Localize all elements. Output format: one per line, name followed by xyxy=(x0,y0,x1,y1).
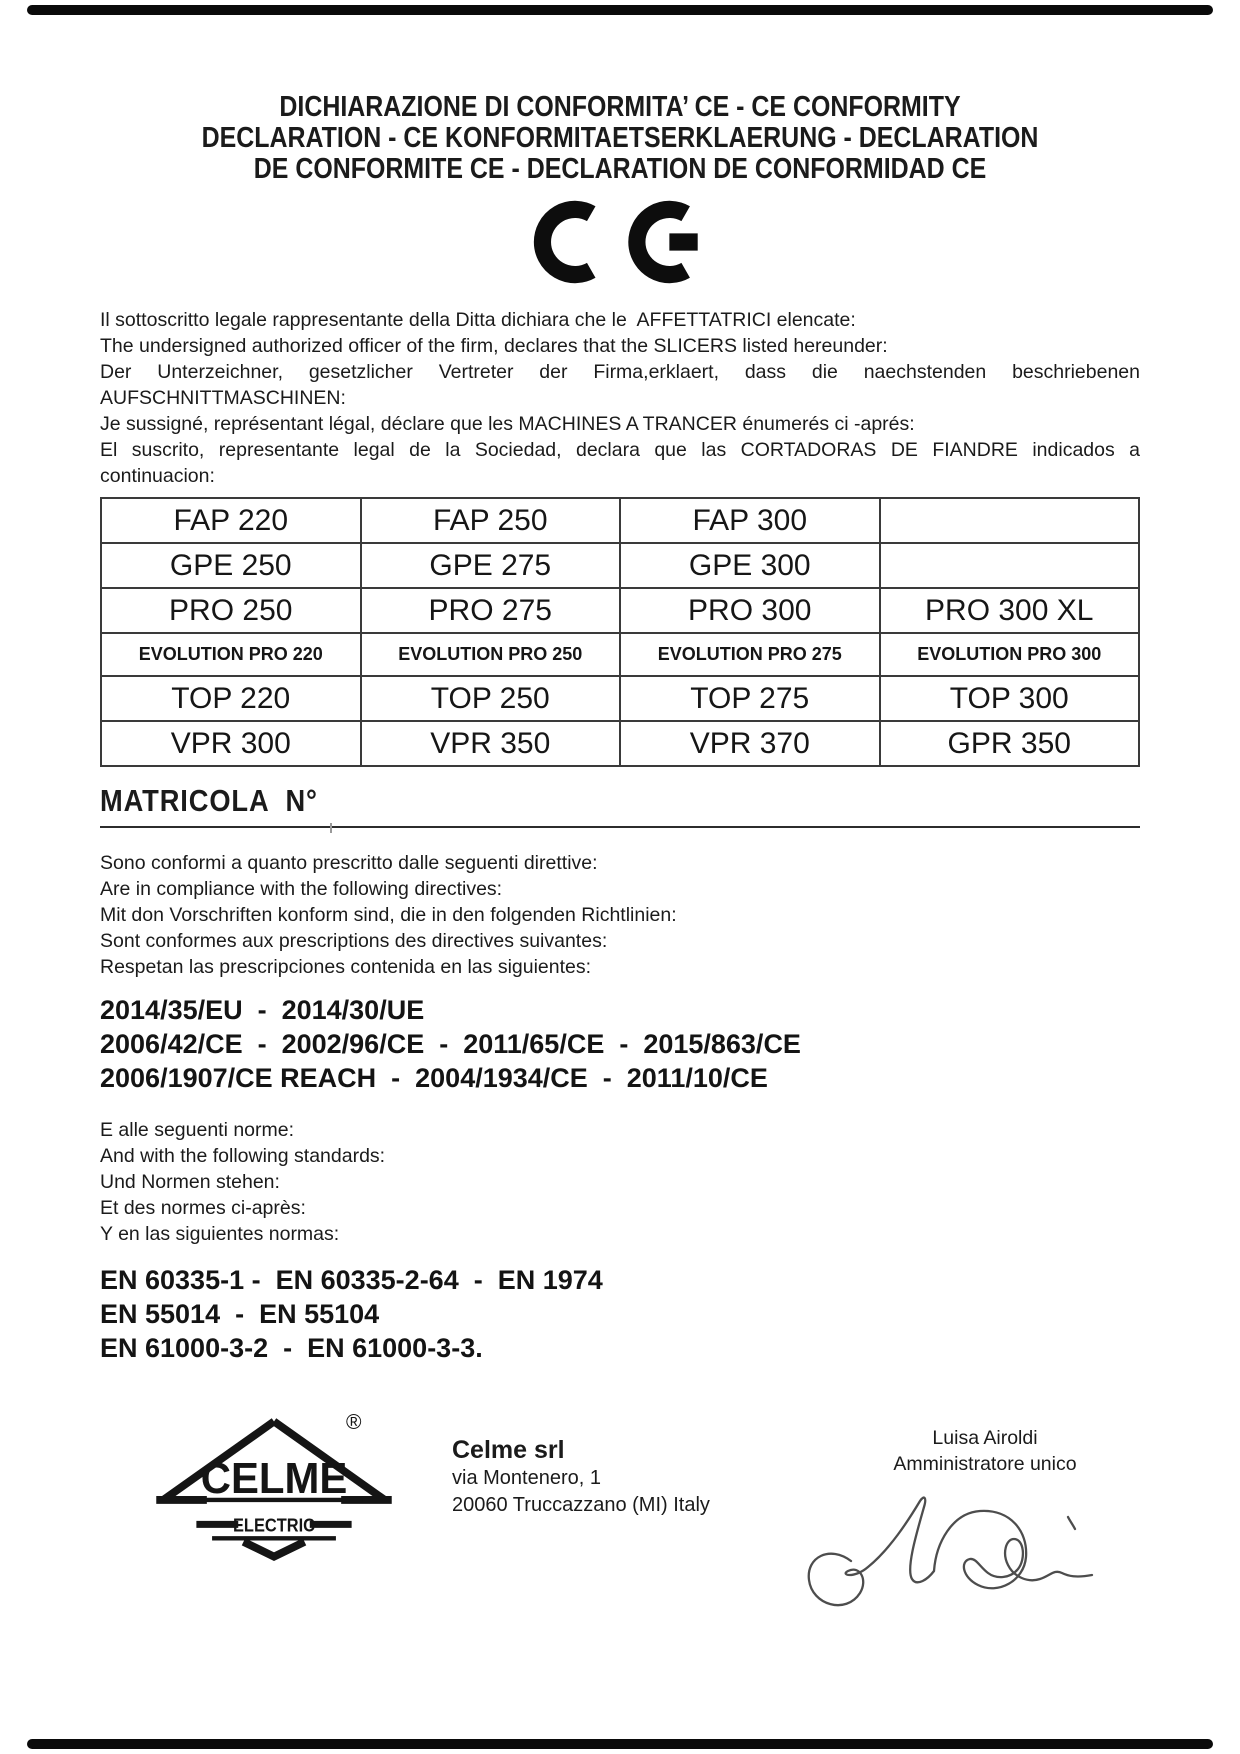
rule-tick xyxy=(330,823,332,833)
signer-name: Luisa Airoldi xyxy=(932,1427,1038,1449)
directive-line: 2014/35/EU - 2014/30/UE xyxy=(100,995,425,1025)
document-title xyxy=(100,0,1140,185)
table-row xyxy=(101,676,1139,721)
model-cell xyxy=(880,543,1140,588)
footer xyxy=(100,1411,1140,1566)
ce-mark xyxy=(100,199,1140,287)
directives-intro-line: Sont conformes aux prescriptions des directives suivantes: xyxy=(100,930,608,952)
models-table xyxy=(100,497,1140,767)
standards-intro-line: Et des normes ci-après: xyxy=(100,1197,306,1219)
company-address-line-1: via Montenero, 1 xyxy=(452,1467,601,1489)
model-cell: EVOLUTION PRO 220 xyxy=(101,633,361,676)
model-cell: GPE 300 xyxy=(620,543,880,588)
table-row xyxy=(101,721,1139,766)
standards-intro-line: E alle seguenti norme: xyxy=(100,1119,295,1141)
standard-line: EN 61000-3-2 - EN 61000-3-3. xyxy=(100,1333,483,1363)
model-cell: VPR 370 xyxy=(620,721,880,766)
table-row xyxy=(101,543,1139,588)
celme-logo-brand-text: CELME xyxy=(200,1454,348,1503)
model-cell: TOP 275 xyxy=(620,676,880,721)
standard-line: EN 60335-1 - EN 60335-2-64 - EN 1974 xyxy=(100,1265,603,1295)
model-cell: PRO 275 xyxy=(361,588,621,633)
model-cell: GPR 350 xyxy=(880,721,1140,766)
registered-trademark-icon: ® xyxy=(346,1411,362,1434)
standards-intro-line: Y en las siguientes normas: xyxy=(100,1223,340,1245)
directives-intro-line: Mit don Vorschriften konform sind, die in den folgenden Richtlinien: xyxy=(100,904,677,926)
directives-intro-line: Are in compliance with the following directives: xyxy=(100,878,503,900)
company-info xyxy=(452,1411,710,1519)
celme-logo-sub-text: ELECTRIC xyxy=(233,1514,315,1536)
model-cell: VPR 350 xyxy=(361,721,621,766)
matricola-section xyxy=(100,783,1140,828)
document-title-line: DE CONFORMITE CE - DECLARATION DE CONFORMIDAD CE xyxy=(253,153,987,185)
directives-list xyxy=(100,993,1140,1095)
intro-line: continuacion: xyxy=(100,465,215,487)
model-cell: TOP 250 xyxy=(361,676,621,721)
directive-line: 2006/42/CE - 2002/96/CE - 2011/65/CE - 2015/863/CE xyxy=(100,1029,801,1059)
standards-intro-line: Und Normen stehen: xyxy=(100,1171,280,1193)
directive-line: 2006/1907/CE REACH - 2004/1934/CE - 2011/10/CE xyxy=(100,1063,768,1093)
intro-line: AUFSCHNITTMASCHINEN: xyxy=(100,387,346,409)
model-cell xyxy=(880,498,1140,543)
intro-line: Il sottoscritto legale rappresentante della Ditta dichiara che le AFFETTATRICI elencate: xyxy=(100,309,856,331)
model-cell: PRO 300 xyxy=(620,588,880,633)
standards-intro xyxy=(100,1117,1140,1247)
model-cell: GPE 250 xyxy=(101,543,361,588)
document-title-line: DICHIARAZIONE DI CONFORMITA’ CE - CE CONFORMITY xyxy=(279,91,961,123)
intro-line: Je sussigné, représentant légal, déclare que les MACHINES A TRANCER énumerés ci -aprés: xyxy=(100,413,915,435)
directives-intro-line: Respetan las prescripciones contenida en las siguientes: xyxy=(100,956,592,978)
intro-paragraphs xyxy=(100,307,1140,489)
model-cell: VPR 300 xyxy=(101,721,361,766)
model-cell: EVOLUTION PRO 275 xyxy=(620,633,880,676)
signature xyxy=(796,1483,1116,1638)
model-cell: EVOLUTION PRO 250 xyxy=(361,633,621,676)
table-row xyxy=(101,498,1139,543)
model-cell: FAP 250 xyxy=(361,498,621,543)
standard-line: EN 55014 - EN 55104 xyxy=(100,1299,380,1329)
model-cell: GPE 275 xyxy=(361,543,621,588)
directives-intro-line: Sono conformi a quanto prescritto dalle seguenti direttive: xyxy=(100,852,598,874)
intro-line: El suscrito, representante legal de la Sociedad, declara que las CORTADORAS DE FIANDRE indicados a xyxy=(100,439,1140,461)
celme-logo xyxy=(156,1411,416,1566)
matricola-rule xyxy=(100,826,1140,828)
model-cell: TOP 220 xyxy=(101,676,361,721)
model-cell: TOP 300 xyxy=(880,676,1140,721)
intro-line: The undersigned authorized officer of the firm, declares that the SLICERS listed hereunder: xyxy=(100,335,888,357)
model-cell: FAP 300 xyxy=(620,498,880,543)
table-row xyxy=(101,633,1139,676)
matricola-heading: MATRICOLA N° xyxy=(100,783,318,818)
ce-mark-icon xyxy=(532,199,708,285)
scan-edge-bar-top xyxy=(27,5,1213,15)
model-cell: PRO 300 XL xyxy=(880,588,1140,633)
signer-block xyxy=(830,1411,1140,1477)
intro-line: Der Unterzeichner, gesetzlicher Vertreter der Firma,erklaert, dass die naechstenden beschriebenen xyxy=(100,361,1140,383)
signature-icon xyxy=(796,1483,1116,1633)
model-cell: EVOLUTION PRO 300 xyxy=(880,633,1140,676)
directives-intro xyxy=(100,850,1140,980)
model-cell: FAP 220 xyxy=(101,498,361,543)
company-address-line-2: 20060 Truccazzano (MI) Italy xyxy=(452,1494,710,1516)
scan-edge-bar-bottom xyxy=(27,1739,1213,1749)
model-cell: PRO 250 xyxy=(101,588,361,633)
company-name: Celme srl xyxy=(452,1436,565,1464)
table-row xyxy=(101,588,1139,633)
standards-intro-line: And with the following standards: xyxy=(100,1145,386,1167)
signer-role: Amministratore unico xyxy=(893,1453,1077,1475)
standards-list xyxy=(100,1263,1140,1365)
document-title-line: DECLARATION - CE KONFORMITAETSERKLAERUNG - DECLARATION xyxy=(201,122,1039,154)
